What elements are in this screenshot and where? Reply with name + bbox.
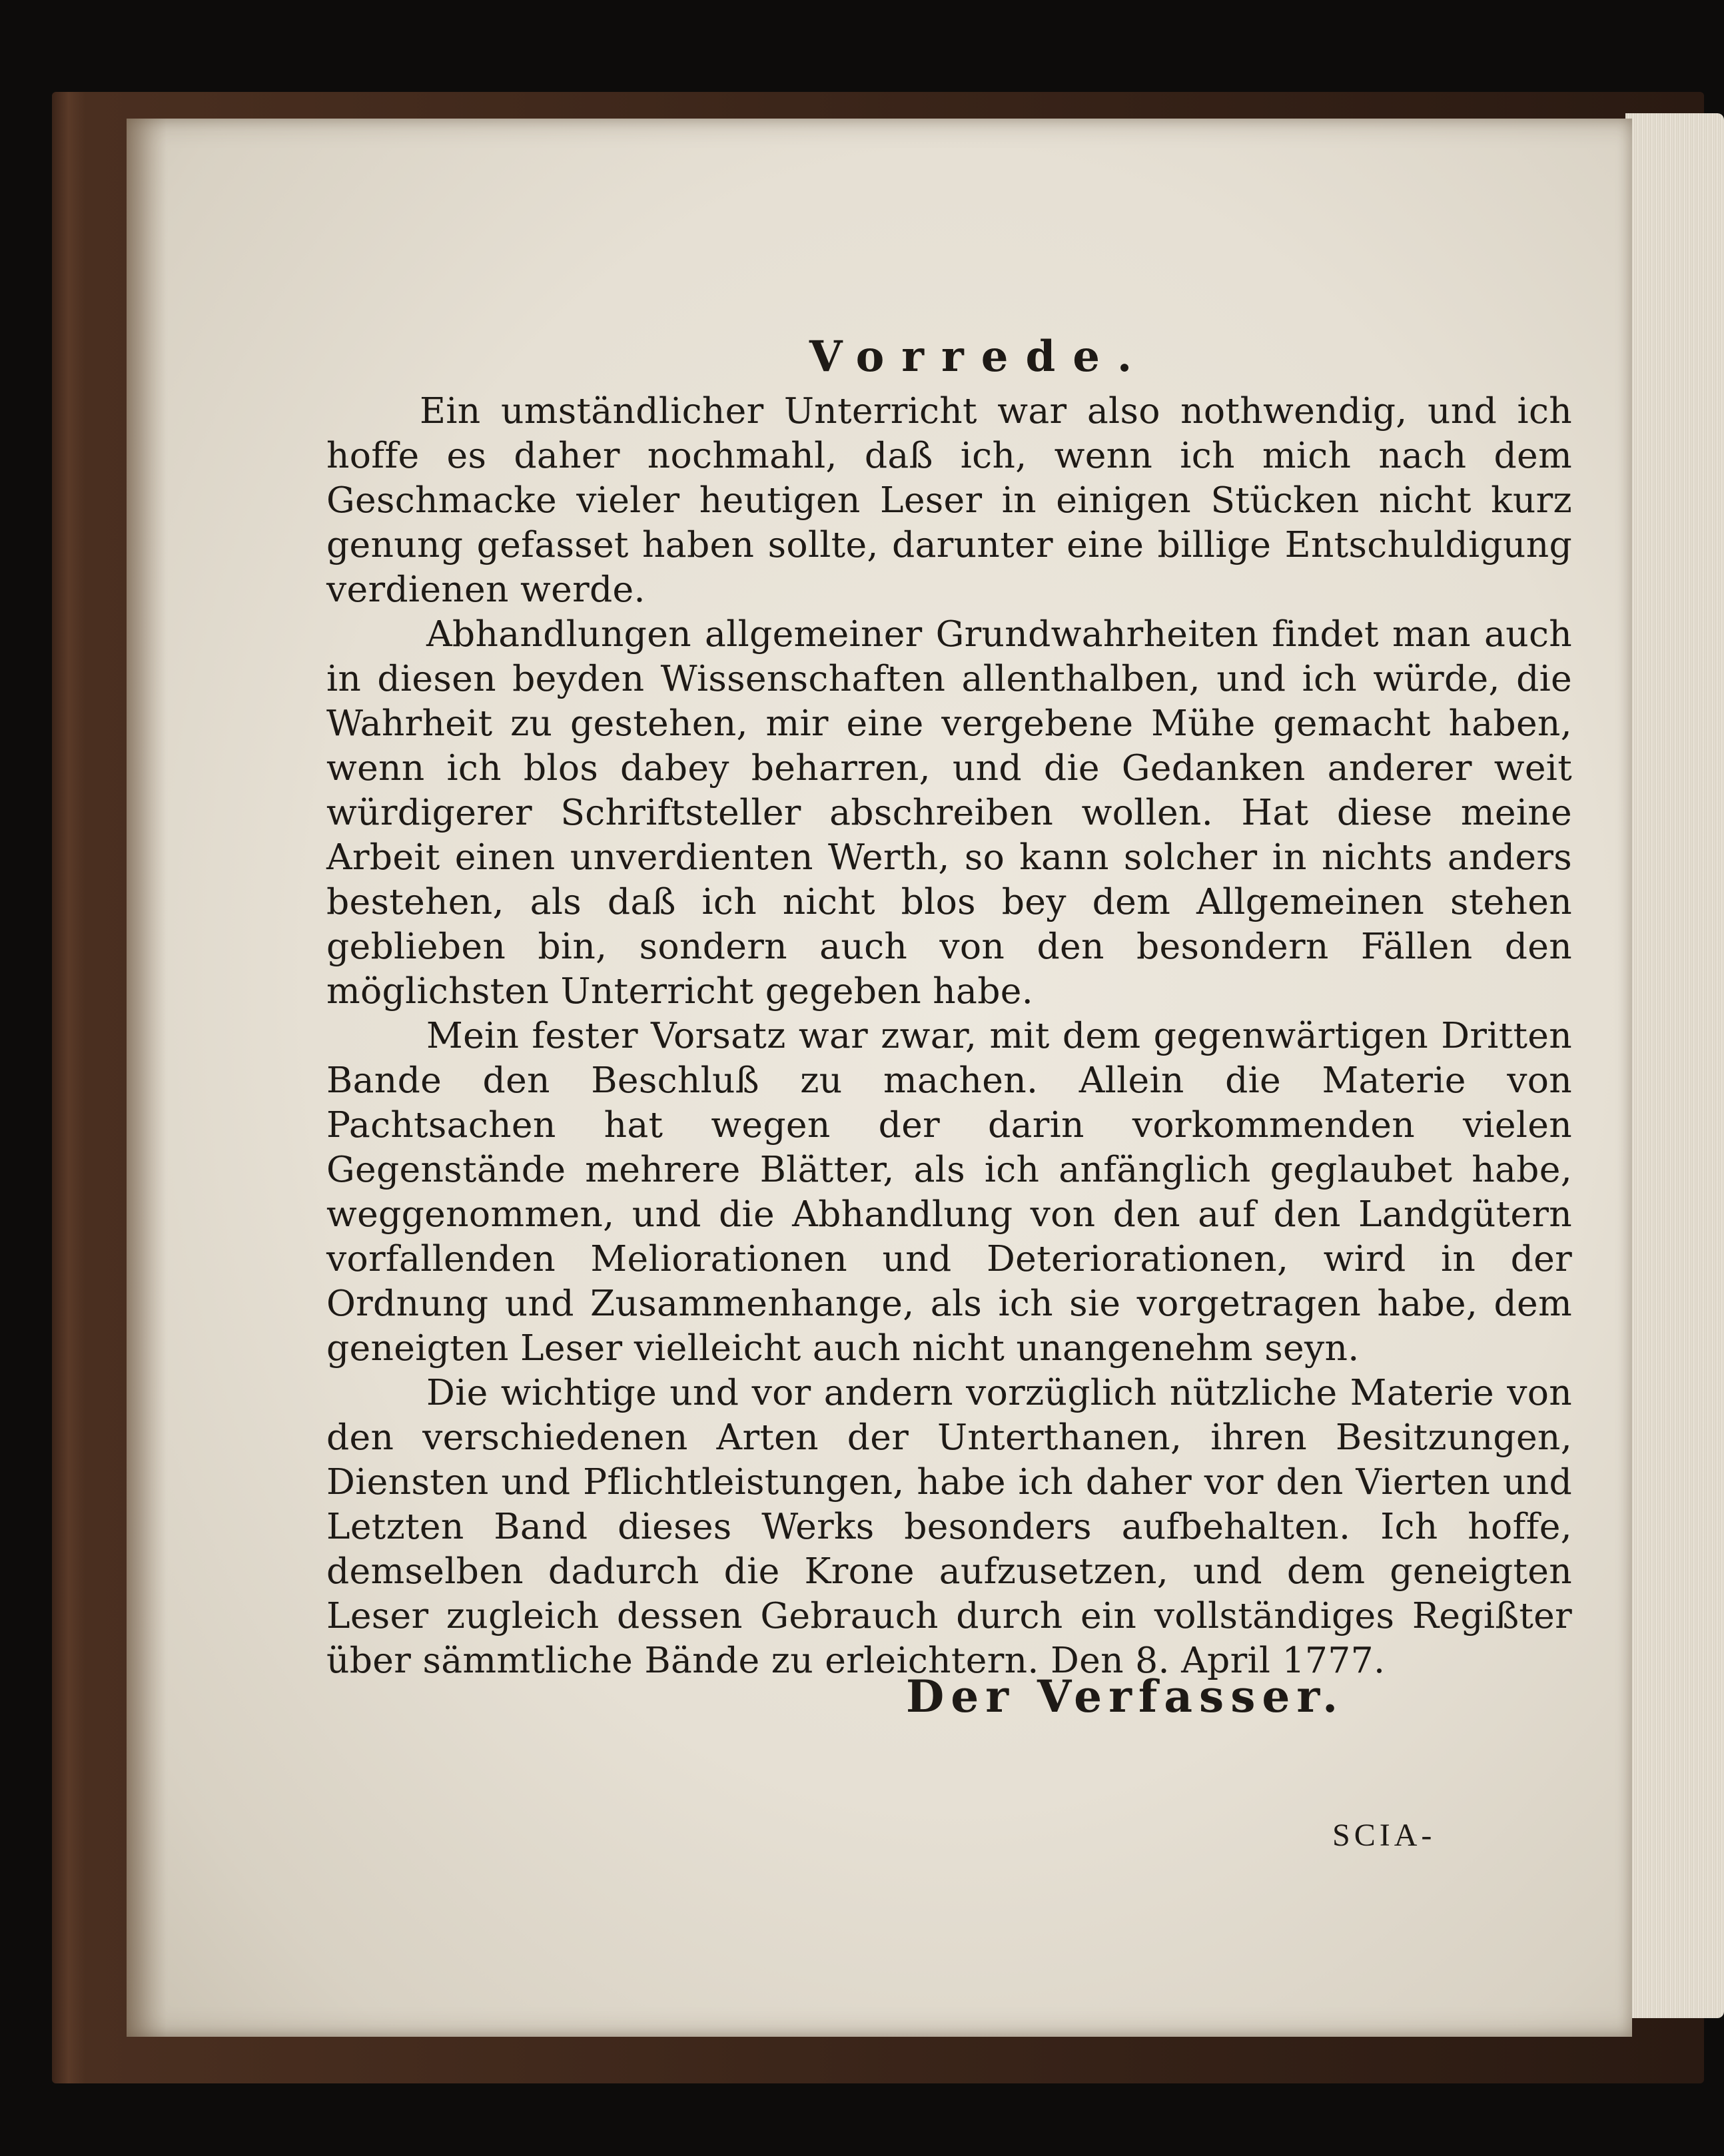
author-signature: Der Verfasser.	[906, 1670, 1345, 1722]
gutter-shadow	[127, 119, 167, 2037]
catchword: SCIA-	[1332, 1818, 1436, 1853]
page-heading: Vorrede.	[809, 332, 1150, 382]
page-edges	[1625, 113, 1724, 2018]
paragraph-2: Abhandlungen allgemeiner Grundwahrheiten findet man auch in diesen beyden Wissenschaften allenthalben, und ich würde, die Wahrheit zu gestehen, mir eine vergebene Mühe gemacht haben, wenn ich blos dabey beharren, und die Gedanken anderer weit würdigerer Schriftsteller abschreiben wollen. Hat diese meine Arbeit einen unverdienten Werth, so kann solcher in nichts anders bestehen, als daß ich nicht blos bey dem Allgemeinen stehen geblieben bin, sondern auch von den besondern Fällen den möglichsten Unterricht gegeben habe.	[326, 613, 1572, 1012]
paragraph-1: Ein umständlicher Unterricht war also nothwendig, und ich hoffe es daher nochmahl, daß ich, wenn ich mich nach dem Geschmacke vieler heutigen Leser in einigen Stücken nicht kurz genung gefasset haben sollte, darunter eine billige Entschuldigung verdienen werde.	[326, 390, 1572, 610]
preface-text-block	[326, 332, 1572, 1682]
paragraph-4: Die wichtige und vor andern vorzüglich nützliche Materie von den verschiedenen Arten der Unterthanen, ihren Besitzungen, Diensten und Pflichtleistungen, habe ich daher vor den Vierten und Letzten Band dieses Werks besonders aufbehalten. Ich hoffe, demselben dadurch die Krone aufzusetzen, und dem geneigten Leser zugleich dessen Gebrauch durch ein vollständiges Regißter über sämmtliche Bände zu erleichtern. Den 8. April 1777.	[326, 1371, 1572, 1681]
book-page	[127, 119, 1632, 2037]
paragraph-3: Mein fester Vorsatz war zwar, mit dem gegenwärtigen Dritten Bande den Beschluß zu machen. Allein die Materie von Pachtsachen hat wegen der darin vorkommenden vielen Gegenstände mehrere Blätter, als ich anfänglich geglaubet habe, weggenommen, und die Abhandlung von den auf den Landgütern vorfallenden Meliorationen und Deteriorationen, wird in der Ordnung und Zusammenhange, als ich sie vorgetragen habe, dem geneigten Leser vielleicht auch nicht unangenehm seyn.	[326, 1014, 1572, 1369]
